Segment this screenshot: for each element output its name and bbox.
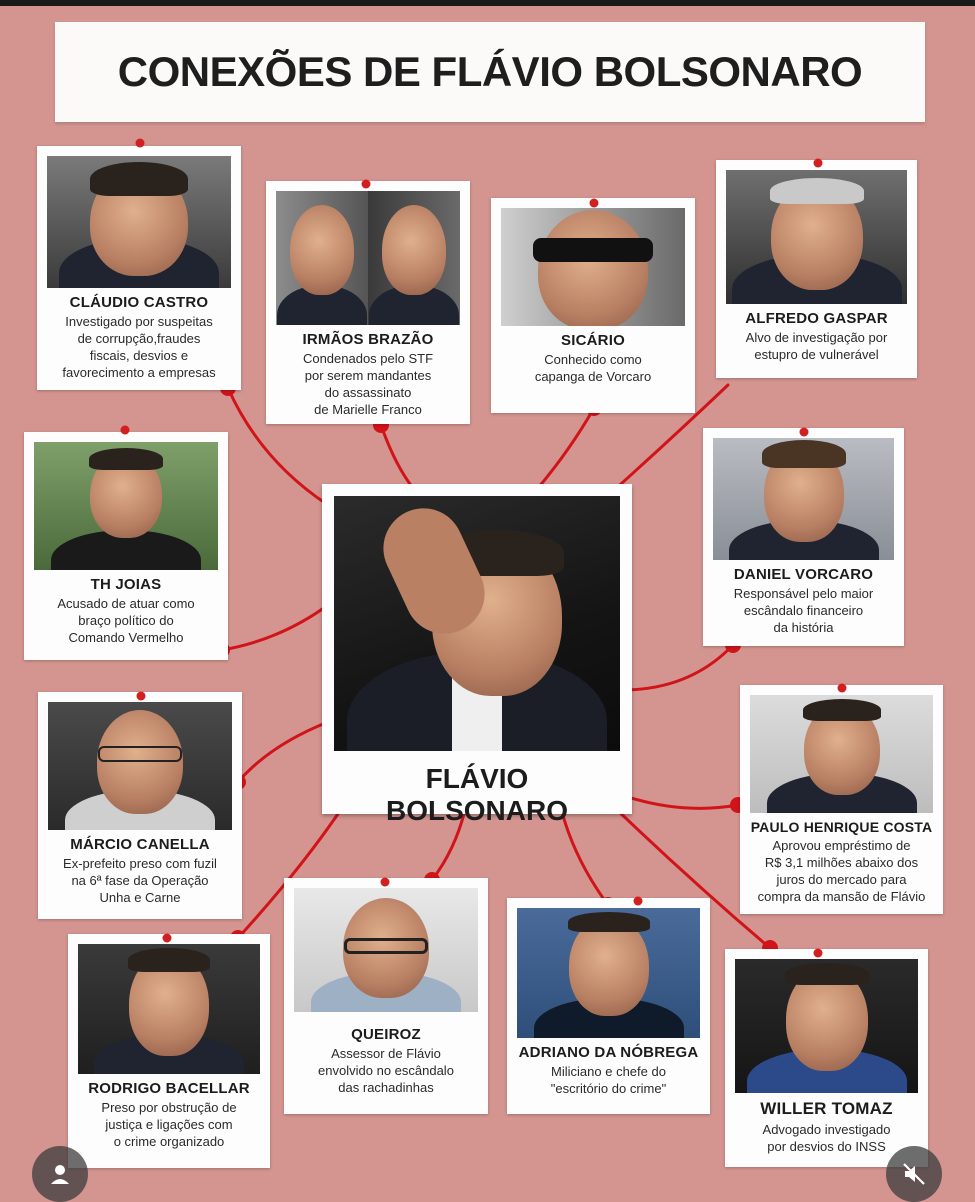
person-desc: Preso por obstrução de justiça e ligações com o crime organizado [101,1100,237,1149]
card-adriano-da-nobrega [507,898,710,1114]
pin [163,934,172,943]
photo-marcio-canella [48,702,232,830]
person-name: IRMÃOS BRAZÃO [302,331,434,348]
person-name: SICÁRIO [561,332,625,349]
pin [362,180,371,189]
card-irmaos-brazao [266,181,470,424]
pin [381,878,390,887]
person-desc: Advogado investigado por desvios do INSS [762,1122,891,1154]
title-box [55,22,925,122]
pin [800,428,809,437]
card-willer-tomaz [725,949,928,1167]
person-desc: Assessor de Flávio envolvido no escândalo das rachadinhas [318,1046,454,1095]
pin [814,159,823,168]
person-desc: Responsável pelo maior escândalo financeiro da história [733,586,874,635]
photo-claudio-castro [47,156,231,288]
mute-button[interactable] [886,1146,942,1202]
profile-button[interactable] [32,1146,88,1202]
photo-irmaos-brazao [276,191,460,325]
card-alfredo-gaspar [716,160,917,378]
person-desc: Conhecido como capanga de Vorcaro [534,352,652,384]
card-sicario [491,198,695,413]
person-desc: Condenados pelo STF por serem mandantes do assassinato de Marielle Franco [302,351,434,417]
pin [137,692,146,701]
person-name: TH JOIAS [90,576,162,593]
person-name: CLÁUDIO CASTRO [69,294,209,311]
card-th-joias [24,432,228,660]
user-avatar-icon [46,1160,74,1188]
card-paulo-henrique-costa [740,685,943,914]
top-bar [0,0,975,6]
card-queiroz [284,878,488,1114]
photo-paulo-henrique-costa [750,695,933,813]
connector-marcio-canella [238,722,328,782]
pin [590,199,599,208]
card-flavio-bolsonaro [322,484,632,826]
center-name: FLÁVIO BOLSONARO [386,763,568,826]
card-claudio-castro [37,146,241,390]
photo-sicario [501,208,685,326]
photo-queiroz [294,888,478,1012]
photo-th-joias [34,442,218,570]
connector-irmaos-brazao [381,425,413,488]
person-name: MÁRCIO CANELLA [70,836,210,853]
photo-daniel-vorcaro [713,438,894,560]
person-desc: Investigado por suspeitas de corrupção,fraudes fiscais, desvios e favorecimento a empresas [62,314,216,380]
card-daniel-vorcaro [703,428,904,646]
photo-rodrigo-bacellar [78,944,260,1074]
person-desc: Acusado de atuar como braço político do Comando Vermelho [57,596,195,645]
connector-th-joias [222,605,328,650]
person-name: QUEIROZ [351,1026,421,1043]
person-desc: Alvo de investigação por estupro de vulnerável [745,330,888,362]
pin [136,139,145,148]
person-desc: Aprovou empréstimo de R$ 3,1 milhões abaixo dos juros do mercado para compra da mansão de Flávio [757,838,926,904]
connector-daniel-vorcaro [622,645,733,690]
card-rodrigo-bacellar [68,934,270,1168]
page-title: CONEXÕES DE FLÁVIO BOLSONARO [117,48,863,95]
connector-paulo-henrique-costa [622,795,738,808]
photo-willer-tomaz [735,959,918,1093]
pin [121,426,130,435]
person-name: WILLER TOMAZ [760,1099,893,1118]
person-desc: Ex-prefeito preso com fuzil na 6ª fase da Operação Unha e Carne [63,856,217,905]
pin [838,684,847,693]
mute-icon [900,1160,928,1188]
person-desc: Miliciano e chefe do "escritório do crime" [550,1064,667,1096]
connector-sicario [538,408,594,488]
person-name: PAULO HENRIQUE COSTA [750,819,933,835]
pin [814,949,823,958]
person-name: DANIEL VORCARO [733,566,874,583]
person-name: RODRIGO BACELLAR [88,1080,250,1097]
photo-adriano-da-nobrega [517,908,700,1038]
person-name: ADRIANO DA NÓBREGA [518,1044,699,1061]
card-marcio-canella [38,692,242,919]
person-name: ALFREDO GASPAR [745,310,888,327]
pin [634,897,643,906]
photo-flavio-bolsonaro [334,496,620,751]
photo-alfredo-gaspar [726,170,907,304]
